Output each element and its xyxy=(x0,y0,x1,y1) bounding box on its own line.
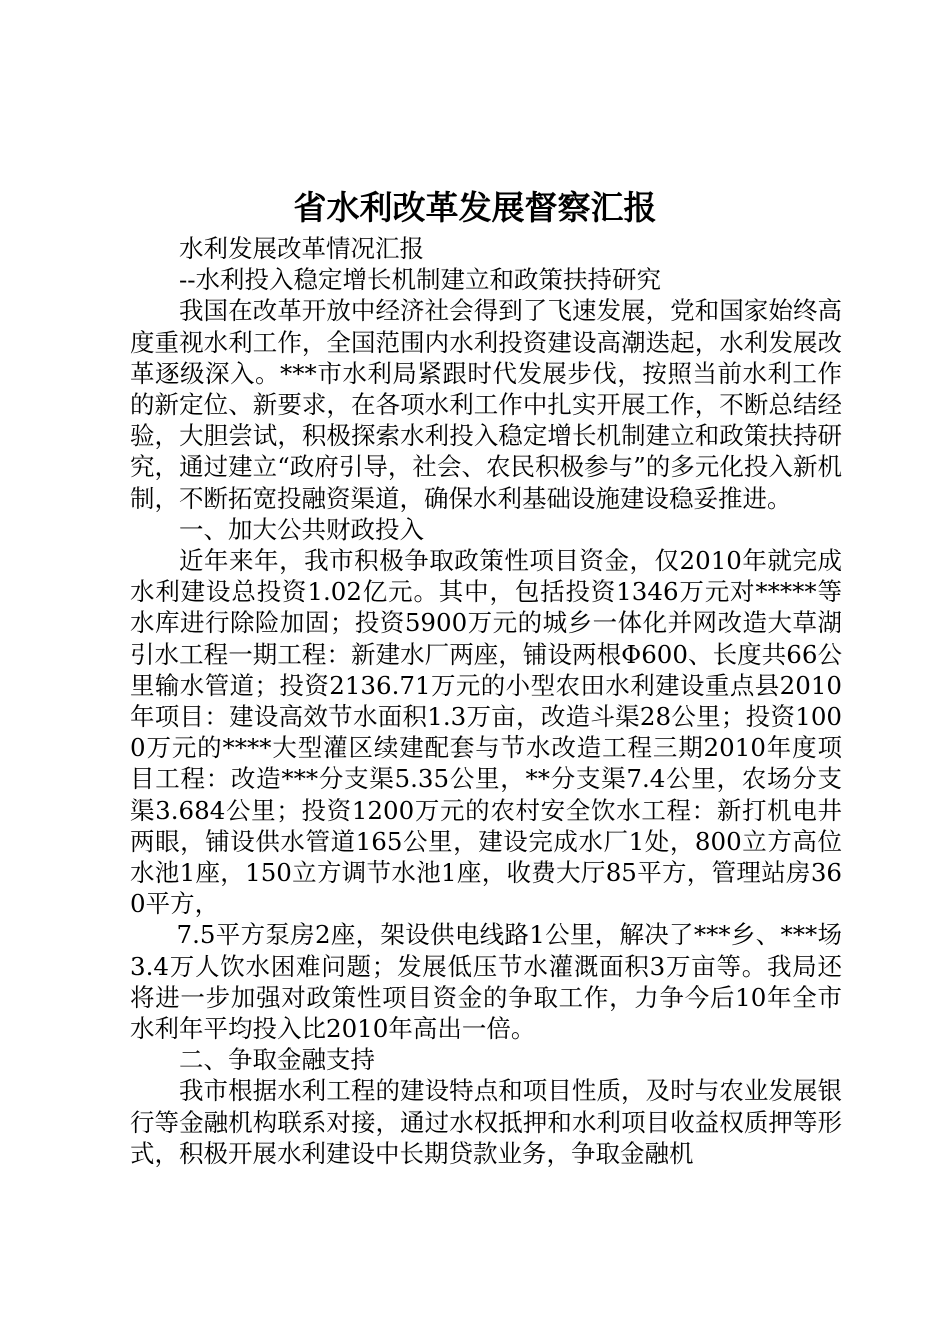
subtitle-paragraph: 水利发展改革情况汇报 xyxy=(179,234,424,263)
subtitle-paragraph: --水利投入稳定增长机制建立和政策扶持研究 xyxy=(179,265,662,295)
body-paragraph: 我市根据水利工程的建设特点和项目性质，及时与农业发展银行等金融机构联系对接，通过水权抵押和水利项目收益权质押等形式，积极开展水利建设中长期贷款业务，争取金融机 xyxy=(130,1076,842,1168)
body-paragraph: 近年来年，我市积极争取政策性项目资金，仅2010年就完成水利建设总投资1.02亿元。其中，包括投资1346万元对*****等水库进行除险加固；投资5900万元的城乡一体化并网改造大草湖引水工程一期工程：新建水厂两座，铺设两根Φ600、长度共66公里输水管道；投资2136.71万元的小型农田水利建设重点县2010年项目：建设高效节水面积1.3万亩，改造斗渠28公里；投资1000万元的****大型灌区续建配套与节水改造工程三期2010年度项目工程：改造***分支渠5.35公里，**分支渠7.4公里，农场分支渠3.684公里；投资1200万元的农村安全饮水工程：新打机电井两眼，铺设供水管道165公里，建设完成水厂1处，800立方高位水池1座，150立方调节水池1座，收费大厅85平方，管理站房360平方， xyxy=(130,546,842,919)
body-paragraph: 7.5平方泵房2座，架设供电线路1公里，解决了***乡、***场3.4万人饮水困难问题；发展低压节水灌溉面积3万亩等。我局还将进一步加强对政策性项目资金的争取工作，力争今后10年全市水利年平均投入比2010年高出一倍。 xyxy=(130,920,842,1044)
document-body xyxy=(130,233,842,1169)
body-paragraph: 我国在改革开放中经济社会得到了飞速发展，党和国家始终高度重视水利工作，全国范围内水利投资建设高潮迭起，水利发展改革逐级深入。***市水利局紧跟时代发展步伐，按照当前水利工作的新定位、新要求，在各项水利工作中扎实开展工作，不断总结经验，大胆尝试，积极探索水利投入稳定增长机制建立和政策扶持研究，通过建立“政府引导，社会、农民积极参与”的多元化投入新机制，不断拓宽投融资渠道，确保水利基础设施建设稳妥推进。 xyxy=(130,296,842,513)
section-heading: 一、加大公共财政投入 xyxy=(179,514,424,544)
document-title: 省水利改革发展督察汇报 xyxy=(293,188,657,227)
section-heading: 二、争取金融支持 xyxy=(179,1045,375,1075)
